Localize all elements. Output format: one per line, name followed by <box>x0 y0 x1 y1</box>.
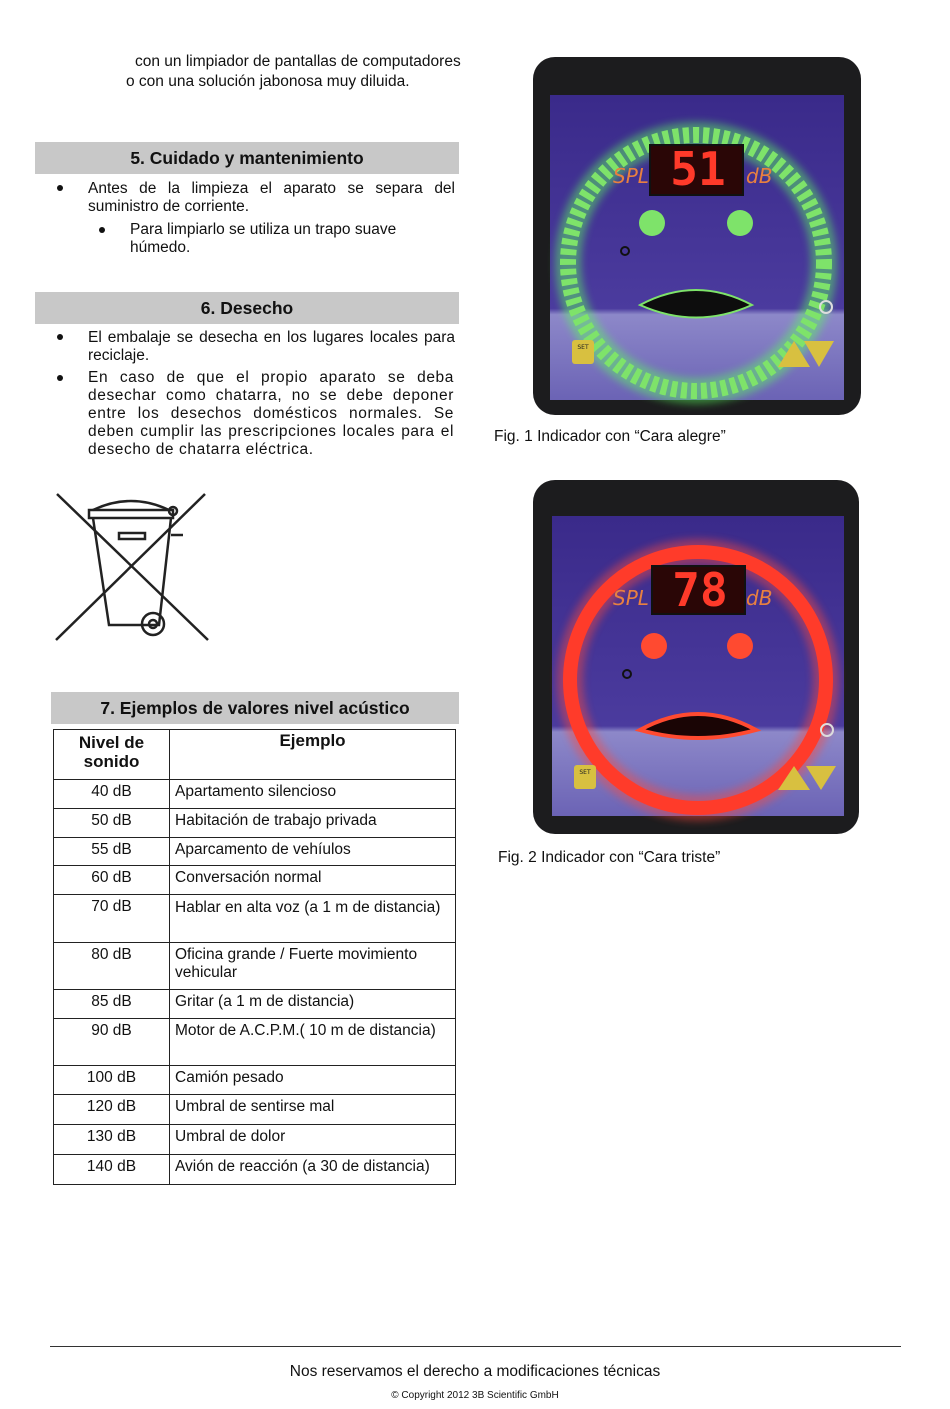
level-cell: 100 dB <box>54 1066 170 1095</box>
intro-line-1: con un limpiador de pantallas de computadores <box>135 53 461 70</box>
table-row <box>54 838 456 866</box>
level-cell: 40 dB <box>54 780 170 809</box>
fig1-happy-face-device <box>528 55 870 420</box>
level-cell: 60 dB <box>54 866 170 895</box>
section-6-heading: 6. Desecho <box>35 292 459 324</box>
table-row <box>54 895 456 943</box>
section-6-bullet-1: El embalaje se desecha en los lugares locales para reciclaje. <box>88 329 455 364</box>
table-row <box>54 1095 456 1125</box>
section-5-bullet-1: Antes de la limpieza el aparato se separa del suministro de corriente. <box>88 180 455 215</box>
section-5-bullet-2: Para limpiarlo se utiliza un trapo suave húmedo. <box>130 221 397 256</box>
section-7-heading: 7. Ejemplos de valores nivel acústico <box>51 692 459 724</box>
table-row <box>54 1066 456 1095</box>
fig2-spl-label: SPL <box>613 586 649 610</box>
fig1-db-label: dB <box>746 164 773 188</box>
fig2-display-value: 78 <box>672 563 728 617</box>
level-cell: 120 dB <box>54 1095 170 1125</box>
example-cell: Umbral de dolor <box>170 1125 456 1155</box>
example-cell: Camión pesado <box>170 1066 456 1095</box>
table-row <box>54 780 456 809</box>
example-cell: Avión de reacción (a 30 de distancia) <box>170 1155 456 1185</box>
bullet-dot <box>99 227 105 233</box>
table-row <box>54 809 456 838</box>
table-row <box>54 1019 456 1066</box>
bullet-dot <box>57 185 63 191</box>
fig1-set-label: SET <box>577 344 589 351</box>
footer-divider <box>50 1346 901 1347</box>
col-header-level: Nivel de sonido <box>54 730 170 780</box>
weee-bin-icon <box>53 490 218 645</box>
table-row <box>54 866 456 895</box>
level-cell: 85 dB <box>54 990 170 1019</box>
bullet-dot <box>57 375 63 381</box>
section-6-bullet-2: En caso de que el propio aparato se deba desechar como chatarra, no se debe deponer entre los desechos domésticos normales. Se deben cumplir las prescripciones locales para el desecho de chatarra eléctrica. <box>88 369 454 458</box>
intro-line-2: o con una solución jabonosa muy diluida. <box>126 73 410 90</box>
table-row <box>54 1155 456 1185</box>
level-cell: 130 dB <box>54 1125 170 1155</box>
fig2-sad-face-device <box>530 478 866 848</box>
bullet-dot <box>57 334 63 340</box>
table-row <box>54 943 456 990</box>
fig1-caption: Fig. 1 Indicador con “Cara alegre” <box>494 428 726 445</box>
fig2-db-label: dB <box>746 586 773 610</box>
footer-notice: Nos reservamos el derecho a modificaciones técnicas <box>289 1363 661 1380</box>
example-cell: Aparcamento de vehíulos <box>170 838 456 866</box>
section-5-heading: 5. Cuidado y mantenimiento <box>35 142 459 174</box>
sound-level-table <box>53 729 456 1185</box>
level-cell: 55 dB <box>54 838 170 866</box>
example-cell: Habitación de trabajo privada <box>170 809 456 838</box>
example-cell: Umbral de sentirse mal <box>170 1095 456 1125</box>
fig1-spl-label: SPL <box>613 164 649 188</box>
example-cell: Apartamento silencioso <box>170 780 456 809</box>
example-cell: Motor de A.C.P.M.( 10 m de distancia) <box>170 1019 456 1066</box>
col-header-example: Ejemplo <box>170 730 456 780</box>
level-cell: 90 dB <box>54 1019 170 1066</box>
example-cell: Conversación normal <box>170 866 456 895</box>
fig2-set-label: SET <box>579 769 591 776</box>
example-cell: Oficina grande / Fuerte movimiento vehicular <box>170 943 456 990</box>
level-cell: 50 dB <box>54 809 170 838</box>
footer-copyright: © Copyright 2012 3B Scientific GmbH <box>391 1390 559 1401</box>
level-cell: 70 dB <box>54 895 170 943</box>
table-header-row <box>54 730 456 780</box>
level-cell: 80 dB <box>54 943 170 990</box>
level-cell: 140 dB <box>54 1155 170 1185</box>
table-row <box>54 1125 456 1155</box>
fig1-display-value: 51 <box>670 142 726 196</box>
example-cell: Gritar (a 1 m de distancia) <box>170 990 456 1019</box>
example-cell: Hablar en alta voz (a 1 m de distancia) <box>170 895 456 943</box>
fig2-caption: Fig. 2 Indicador con “Cara triste” <box>498 849 721 866</box>
table-row <box>54 990 456 1019</box>
